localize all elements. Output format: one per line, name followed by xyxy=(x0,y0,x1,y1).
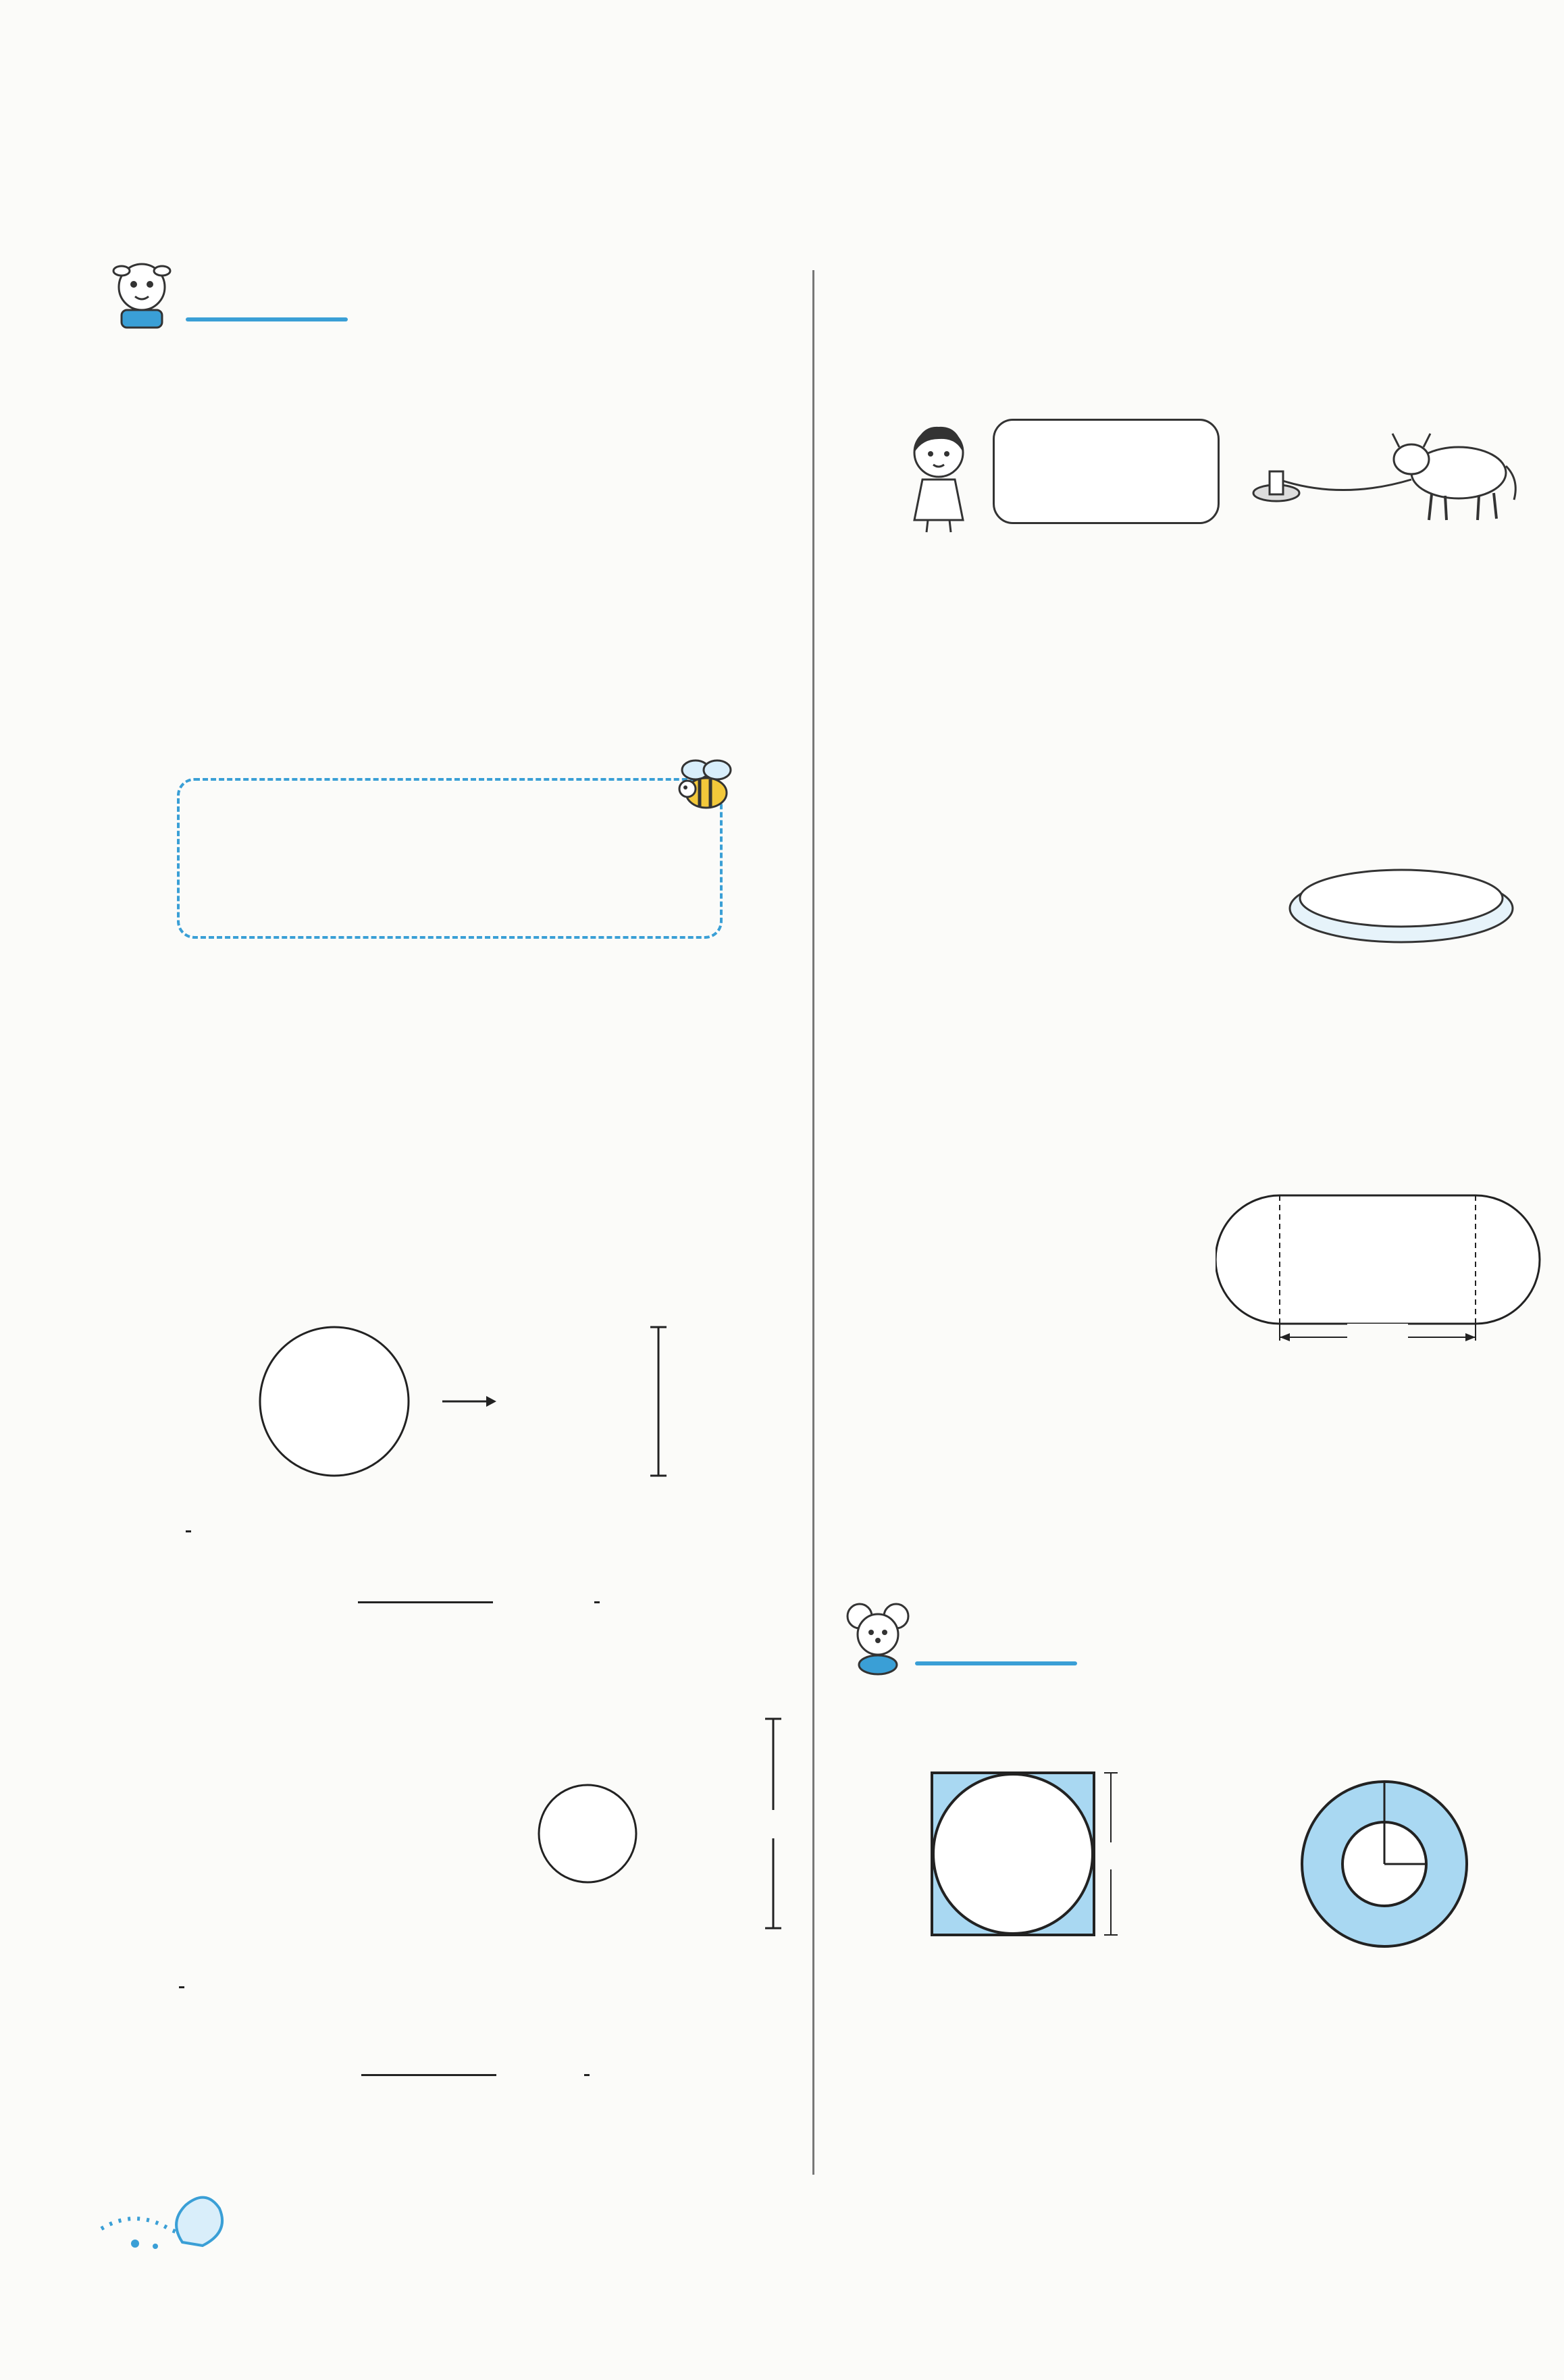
column-divider xyxy=(812,270,814,2175)
eq3-numerator-answer xyxy=(361,2074,496,2076)
badge-underline-2 xyxy=(915,1661,1077,1665)
basics-badge xyxy=(101,260,358,334)
cow-icon xyxy=(1392,434,1515,520)
girl-illustration-icon xyxy=(898,419,979,534)
inner-circle xyxy=(933,1774,1093,1934)
tip-line-b xyxy=(196,856,277,910)
sliced-circle-2 xyxy=(539,1785,636,1882)
height-marker-2 xyxy=(750,1719,790,1928)
p1-line-c xyxy=(179,1271,287,1325)
square-circle-figure xyxy=(929,1769,1212,1945)
stake-icon xyxy=(1253,471,1299,501)
page-title xyxy=(500,167,547,234)
height-marker xyxy=(650,1327,702,1476)
stadium-outline xyxy=(1216,1195,1540,1324)
mouse-mascot-icon xyxy=(841,1597,915,1678)
q1-line-a xyxy=(152,419,260,473)
triangle-eq-1 xyxy=(361,2046,590,2100)
goat-mascot-icon xyxy=(101,253,182,334)
flower-bed-illustration xyxy=(1283,797,1519,952)
triangle-area-line xyxy=(179,1959,184,2013)
annulus-figure xyxy=(1297,1776,1472,1952)
cow-and-stake-illustration xyxy=(1243,419,1526,527)
p1-line-b xyxy=(179,1218,287,1272)
half-fraction xyxy=(186,1530,191,1532)
p2-line-c xyxy=(179,1831,280,1885)
trapezoid-eq-1 xyxy=(358,1574,600,1628)
sliced-circle xyxy=(260,1327,409,1476)
rope xyxy=(1283,480,1411,490)
arrow-icon xyxy=(442,1396,496,1407)
bee-icon xyxy=(669,750,743,817)
eq1-numerator-answer xyxy=(358,1601,493,1603)
circle-to-triangle-figure xyxy=(533,1712,790,1942)
circle-to-trapezoid-figure xyxy=(253,1320,739,1482)
stadium-figure xyxy=(1216,1189,1553,1344)
trapezoid-area-line xyxy=(186,1503,191,1557)
trapezoid-eq-2 xyxy=(358,1655,452,1709)
page-number-badge xyxy=(95,2181,270,2256)
speech-bubble xyxy=(993,419,1220,524)
p2-line-b xyxy=(179,1778,273,1832)
ability-badge xyxy=(841,1604,1097,1678)
triangle-eq-2 xyxy=(361,2131,456,2185)
badge-underline xyxy=(186,317,348,321)
